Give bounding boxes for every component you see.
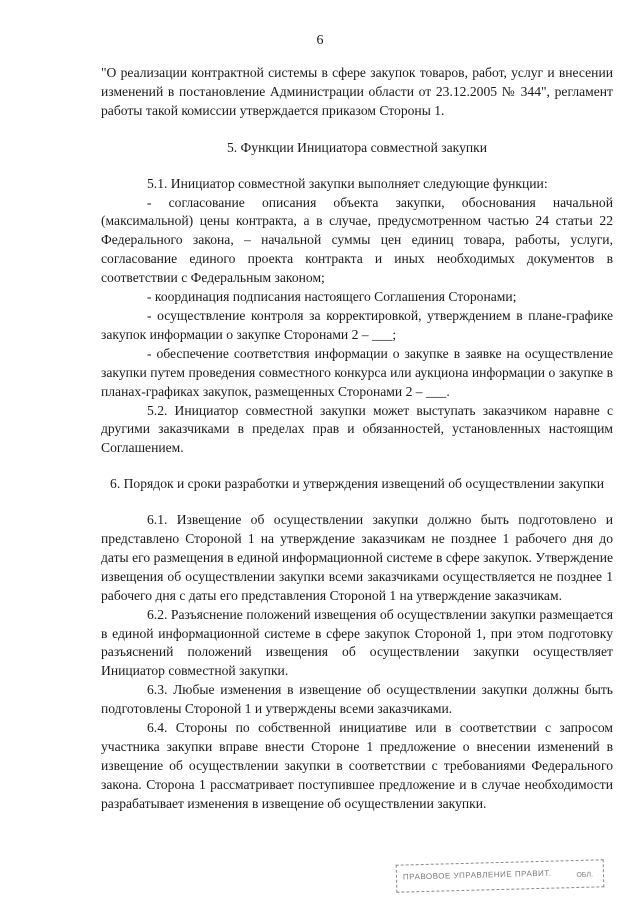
function-item-2: - координация подписания настоящего Соглашения Сторонами; bbox=[147, 289, 517, 305]
function-item-4: - обеспечение соответствия информации о закупке в заявке на осуществление закупки путем проведения совместного конкурса или аукциона информации о закупке в планах-графиках закупок, размещенных Сторонами 2 – ___. bbox=[101, 345, 613, 399]
section-6-1: 6.1. Извещение об осуществлении закупки должно быть подготовлено и представлено Стороной 1 на утверждение заказчикам не позднее 1 рабочего дня до даты его размещения в единой информационной системе в сфере закупок. Утверждение извещения об осуществлении закупки всеми заказчиками осуществляется не позднее 1 рабочего дня с даты его представления Стороной 1 на утверждение заказчикам. bbox=[101, 512, 613, 603]
stamp-line-1: ПРАВОВОЕ УПРАВЛЕНИЕ ПРАВИТ. bbox=[402, 868, 552, 882]
function-item-3: - осуществление контроля за корректировкой, утверждением в плане-графике закупок информации о закупке Сторонами 2 – ___; bbox=[101, 307, 613, 342]
section-6-title: 6. Порядок и сроки разработки и утверждения извещений об осуществлении закупки bbox=[110, 476, 604, 492]
document-body bbox=[101, 64, 613, 814]
section-6-2: 6.2. Разъяснение положений извещения об осуществлении закупки размещается в единой информационной системе в сфере закупок Стороной 1, при этом подготовку разъяснений положений извещения об осуществлении закупки осуществляет Инициатор совместной закупки. bbox=[101, 606, 613, 679]
section-6-4: 6.4. Стороны по собственной инициативе или в соответствии с запросом участника закупки вправе внести Стороне 1 предложение о внесении изменений в извещение об осуществлении закупки в соответствии с требованиями Федерального закона. Сторона 1 рассматривает поступившее предложение и в случае необходимости разрабатывает изменения в извещение об осуществлении закупки. bbox=[101, 720, 613, 811]
legal-department-stamp bbox=[396, 859, 605, 892]
section-6-3: 6.3. Любые изменения в извещение об осуществлении закупки должны быть подготовлены Стороной 1 и утверждены всеми заказчиками. bbox=[101, 682, 613, 717]
function-item-1: - согласование описания объекта закупки, обоснования начальной (максимальной) цены контракта, а в случае, предусмотренном частью 24 статьи 22 Федерального закона, – начальной суммы цен единиц товара, работы, услуги, согласование единого проекта контракта и иных необходимых документов в соответствии с Федеральным законом; bbox=[101, 194, 613, 286]
page-number: 6 bbox=[316, 33, 324, 48]
section-5-2: 5.2. Инициатор совместной закупки может выступать заказчиком наравне с другими заказчиками в пределах прав и обязанностей, установленных настоящим Соглашением. bbox=[101, 402, 613, 456]
stamp-line-2: ОБЛ. bbox=[576, 871, 594, 879]
section-5-title: 5. Функции Инициатора совместной закупки bbox=[226, 139, 488, 155]
section-5-1: 5.1. Инициатор совместной закупки выполняет следующие функции: bbox=[147, 175, 548, 191]
intro-paragraph: "О реализации контрактной системы в сфере закупок товаров, работ, услуг и внесении изменений в постановление Администрации области от 23.12.2005 № 344", регламент работы такой комиссии утверждается приказом Стороны 1. bbox=[101, 65, 613, 118]
